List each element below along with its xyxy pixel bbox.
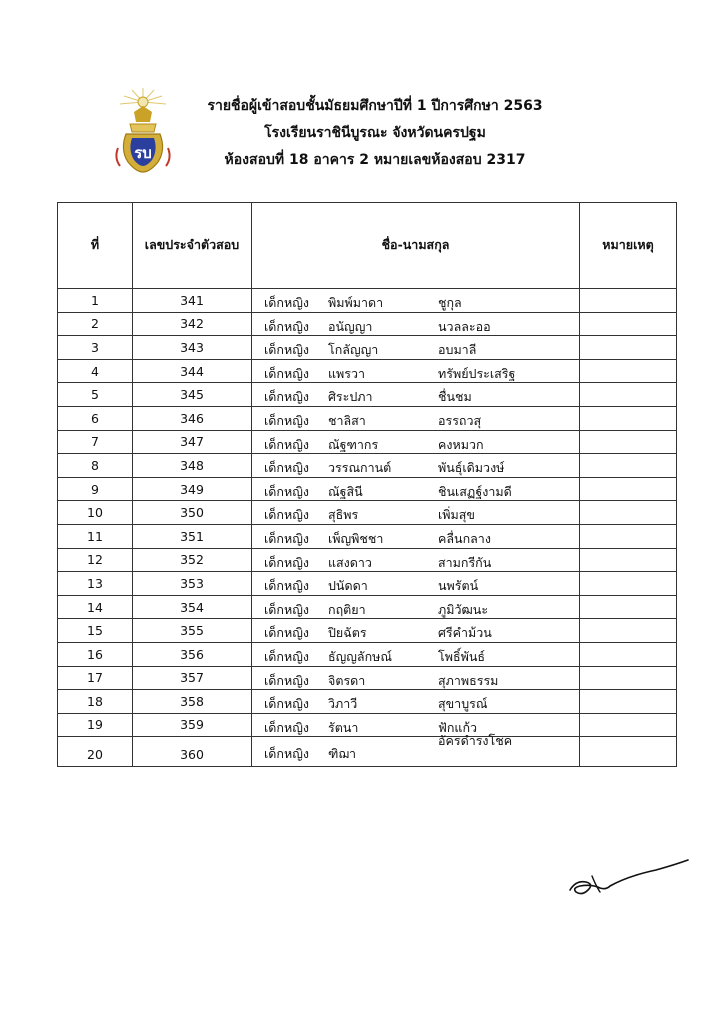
- last-name: คงหมวก: [438, 436, 484, 452]
- last-name: ศรีคำม้วน: [438, 625, 492, 641]
- table-row: [58, 690, 677, 714]
- name-prefix: เด็กหญิง: [264, 672, 309, 688]
- row-number: 15: [58, 619, 133, 643]
- name-prefix: เด็กหญิง: [264, 601, 309, 617]
- remark-cell: [580, 430, 677, 454]
- remark-cell: [580, 477, 677, 501]
- student-name: [252, 595, 580, 619]
- name-prefix: เด็กหญิง: [264, 648, 309, 664]
- first-name: รัตนา: [328, 719, 359, 735]
- row-number: 7: [58, 430, 133, 454]
- first-name: ณัฐสินี: [328, 483, 363, 499]
- table-row: [58, 666, 677, 690]
- row-number: 9: [58, 477, 133, 501]
- last-name: พันธุ์เดิมวงษ์: [438, 460, 505, 476]
- row-number: 12: [58, 548, 133, 572]
- student-name: [252, 312, 580, 336]
- name-prefix: เด็กหญิง: [264, 530, 309, 546]
- name-prefix: เด็กหญิง: [264, 436, 309, 452]
- row-number: 13: [58, 572, 133, 596]
- exam-id: 348: [133, 454, 252, 478]
- last-name: สามกรีกัน: [438, 554, 492, 570]
- exam-id: 346: [133, 406, 252, 430]
- first-name: ฑิฌา: [328, 746, 357, 762]
- name-prefix: เด็กหญิง: [264, 578, 309, 594]
- row-number: 1: [58, 289, 133, 313]
- exam-id: 357: [133, 666, 252, 690]
- signature: [566, 858, 692, 900]
- table-row: [58, 406, 677, 430]
- last-name: อัครดำรงโชค: [438, 733, 513, 749]
- first-name: ปิยฉัตร: [328, 625, 367, 641]
- first-name: เพ็ญพิชชา: [328, 530, 384, 546]
- row-number: 2: [58, 312, 133, 336]
- remark-cell: [580, 289, 677, 313]
- last-name: สุภาพธรรม: [438, 672, 499, 688]
- student-name: [252, 430, 580, 454]
- name-prefix: เด็กหญิง: [264, 295, 309, 310]
- student-name: [252, 336, 580, 360]
- header-school: โรงเรียนราชินีบูรณะ จังหวัดนครปฐม: [264, 125, 486, 141]
- remark-cell: [580, 359, 677, 383]
- name-prefix: เด็กหญิง: [264, 318, 309, 334]
- first-name: สุธิพร: [328, 507, 359, 523]
- first-name: วิภาวี: [328, 696, 358, 712]
- name-prefix: เด็กหญิง: [264, 412, 309, 428]
- row-number: 18: [58, 690, 133, 714]
- col-header-no: ที่: [58, 203, 133, 289]
- remark-cell: [580, 666, 677, 690]
- exam-roster-table: [57, 202, 677, 767]
- student-name: [252, 666, 580, 690]
- exam-id: 360: [133, 737, 252, 767]
- first-name: วรรณกานต์: [328, 460, 392, 476]
- first-name: ปนัดดา: [328, 578, 368, 594]
- student-name: [252, 548, 580, 572]
- row-number: 3: [58, 336, 133, 360]
- remark-cell: [580, 406, 677, 430]
- remark-cell: [580, 383, 677, 407]
- table-row: [58, 359, 677, 383]
- col-header-exam-id: เลขประจำตัวสอบ: [133, 203, 252, 289]
- exam-id: 354: [133, 595, 252, 619]
- remark-cell: [580, 713, 677, 737]
- exam-id: 351: [133, 524, 252, 548]
- name-prefix: เด็กหญิง: [264, 719, 309, 735]
- table-row: [58, 430, 677, 454]
- first-name: ศิระปภา: [328, 389, 373, 405]
- exam-id: 353: [133, 572, 252, 596]
- row-number: 17: [58, 666, 133, 690]
- last-name: ฟักแก้ว: [438, 719, 478, 735]
- exam-id: 358: [133, 690, 252, 714]
- remark-cell: [580, 642, 677, 666]
- name-prefix: เด็กหญิง: [264, 746, 309, 762]
- first-name: แสงดาว: [328, 554, 372, 570]
- student-name: [252, 713, 580, 737]
- name-prefix: เด็กหญิง: [264, 342, 309, 358]
- table-row: [58, 312, 677, 336]
- remark-cell: [580, 312, 677, 336]
- exam-id: 352: [133, 548, 252, 572]
- exam-id: 356: [133, 642, 252, 666]
- last-name: นวลละออ: [438, 318, 491, 334]
- student-name: [252, 501, 580, 525]
- first-name: ชาลิสา: [328, 412, 366, 428]
- name-prefix: เด็กหญิง: [264, 365, 309, 381]
- table-row: [58, 289, 677, 313]
- row-number: 14: [58, 595, 133, 619]
- exam-id: 355: [133, 619, 252, 643]
- table-row: [58, 501, 677, 525]
- last-name: อบมาลี: [438, 342, 477, 358]
- student-name: [252, 642, 580, 666]
- last-name: ชื่นชม: [438, 389, 472, 405]
- last-name: โพธิ์พันธ์: [438, 648, 485, 664]
- exam-id: 347: [133, 430, 252, 454]
- exam-id: 342: [133, 312, 252, 336]
- student-name: [252, 454, 580, 478]
- row-number: 4: [58, 359, 133, 383]
- table-row: [58, 454, 677, 478]
- table-row: [58, 713, 677, 737]
- student-name: [252, 524, 580, 548]
- table-row: [58, 548, 677, 572]
- remark-cell: [580, 524, 677, 548]
- exam-id: 345: [133, 383, 252, 407]
- header-room: ห้องสอบที่ 18 อาคาร 2 หมายเลขห้องสอบ 2317: [224, 152, 526, 168]
- student-name: [252, 733, 580, 767]
- first-name: ธัญญลักษณ์: [328, 648, 392, 664]
- name-prefix: เด็กหญิง: [264, 625, 309, 641]
- student-name: [252, 619, 580, 643]
- col-header-name: ชื่อ-นามสกุล: [252, 203, 580, 289]
- header-title: รายชื่อผู้เข้าสอบชั้นมัธยมศึกษาปีที่ 1 ปีการศึกษา 2563: [207, 98, 543, 114]
- student-name: [252, 690, 580, 714]
- remark-cell: [580, 454, 677, 478]
- name-prefix: เด็กหญิง: [264, 507, 309, 523]
- remark-cell: [580, 548, 677, 572]
- first-name: ณัฐฑากร: [328, 436, 379, 452]
- last-name: คลื่นกลาง: [438, 530, 491, 546]
- last-name: ทรัพย์ประเสริฐ: [438, 365, 516, 381]
- student-name: [252, 406, 580, 430]
- first-name: จิตรดา: [328, 672, 366, 688]
- table-row: [58, 595, 677, 619]
- table-row: [58, 383, 677, 407]
- remark-cell: [580, 595, 677, 619]
- remark-cell: [580, 572, 677, 596]
- remark-cell: [580, 336, 677, 360]
- row-number: 20: [58, 737, 133, 767]
- school-emblem-icon: [112, 88, 174, 174]
- row-number: 11: [58, 524, 133, 548]
- row-number: 8: [58, 454, 133, 478]
- table-header-row: [58, 203, 677, 289]
- remark-cell: [580, 501, 677, 525]
- last-name: ภูมิวัฒนะ: [438, 601, 489, 617]
- name-prefix: เด็กหญิง: [264, 389, 309, 405]
- row-number: 10: [58, 501, 133, 525]
- emblem-monogram: รบ: [134, 144, 152, 162]
- student-name: [252, 572, 580, 596]
- table-row: [58, 619, 677, 643]
- col-header-remark: หมายเหตุ: [580, 203, 677, 289]
- last-name: ชูกุล: [438, 295, 462, 310]
- student-name: [252, 359, 580, 383]
- remark-cell: [580, 619, 677, 643]
- name-prefix: เด็กหญิง: [264, 554, 309, 570]
- student-name: [252, 383, 580, 407]
- exam-id: 349: [133, 477, 252, 501]
- table-row: [58, 737, 677, 767]
- last-name: อรรถวสุ: [438, 412, 482, 428]
- first-name: อนัญญา: [328, 318, 373, 334]
- table-row: [58, 642, 677, 666]
- table-row: [58, 336, 677, 360]
- name-prefix: เด็กหญิง: [264, 696, 309, 712]
- table-row: [58, 572, 677, 596]
- exam-id: 344: [133, 359, 252, 383]
- remark-cell: [580, 690, 677, 714]
- exam-id: 350: [133, 501, 252, 525]
- exam-id: 341: [133, 289, 252, 313]
- name-prefix: เด็กหญิง: [264, 460, 309, 476]
- remark-cell: [580, 737, 677, 767]
- row-number: 6: [58, 406, 133, 430]
- last-name: นพรัตน์: [438, 578, 479, 594]
- first-name: โกลัญญา: [328, 342, 379, 358]
- name-prefix: เด็กหญิง: [264, 483, 309, 499]
- exam-id: 359: [133, 713, 252, 737]
- last-name: เพิ่มสุข: [438, 507, 475, 523]
- student-name: [252, 477, 580, 501]
- student-name: [252, 289, 580, 313]
- first-name: พิมพ์มาดา: [328, 295, 384, 310]
- last-name: ชินเสฏฐ์งามดี: [438, 483, 512, 499]
- row-number: 19: [58, 713, 133, 737]
- row-number: 5: [58, 383, 133, 407]
- exam-id: 343: [133, 336, 252, 360]
- last-name: สุขาบูรณ์: [438, 696, 488, 712]
- row-number: 16: [58, 642, 133, 666]
- first-name: แพรวา: [328, 365, 366, 381]
- first-name: กฤติยา: [328, 601, 366, 617]
- table-row: [58, 524, 677, 548]
- table-row: [58, 477, 677, 501]
